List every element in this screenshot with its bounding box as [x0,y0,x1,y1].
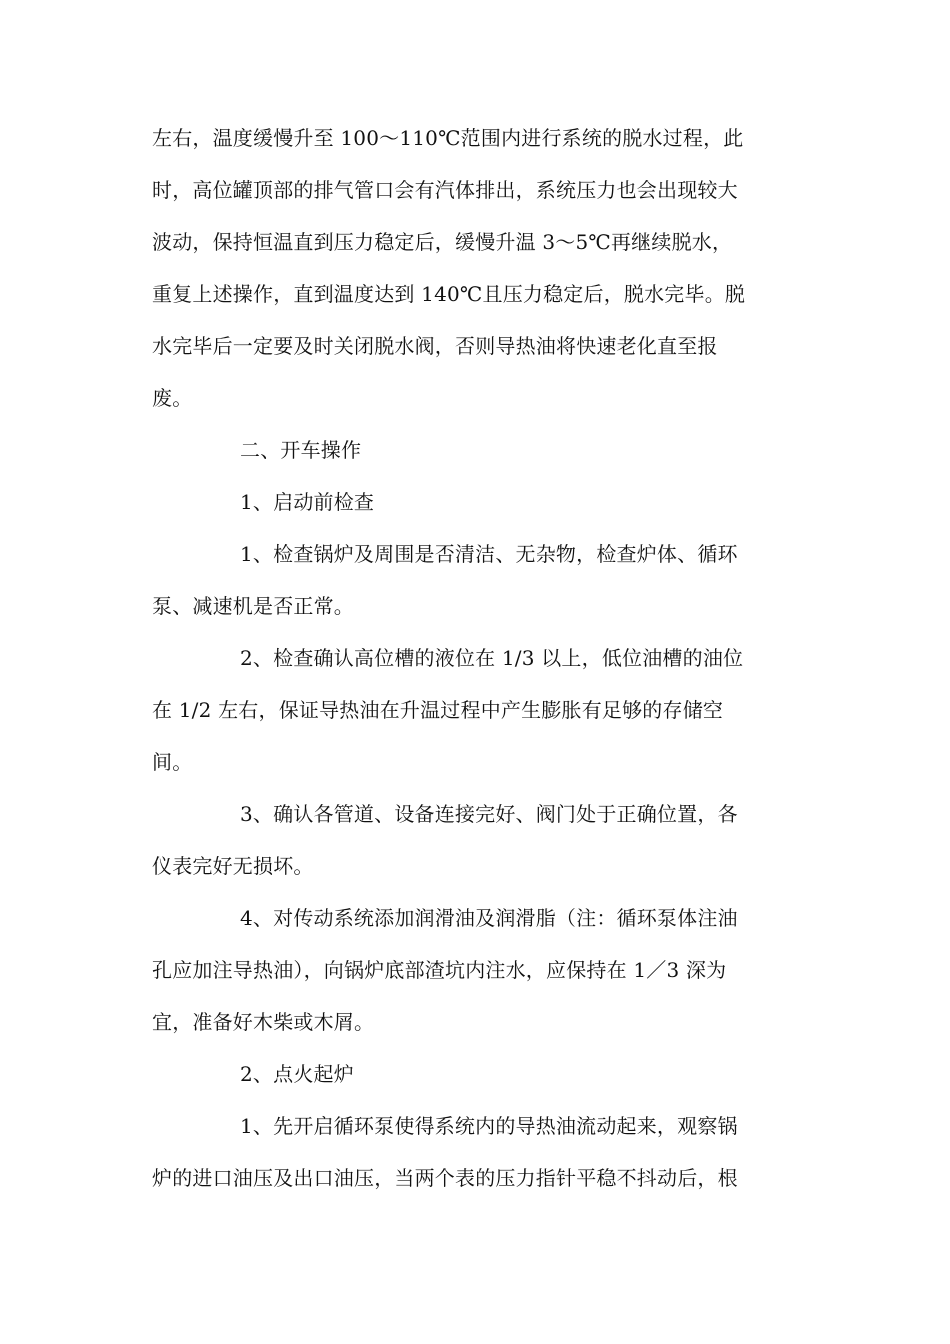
paragraph-line: 宜，准备好木柴或木屑。 [152,1010,375,1034]
paragraph-line: 泵、减速机是否正常。 [152,594,354,618]
paragraph-line: 左右，温度缓慢升至 100～110℃范围内进行系统的脱水过程，此 [152,126,744,150]
paragraph-line: 废。 [152,386,193,410]
paragraph-line: 间。 [152,750,193,774]
paragraph-line: 1、检查锅炉及周围是否清洁、无杂物，检查炉体、循环 [240,542,738,566]
paragraph-line: 时，高位罐顶部的排气管口会有汽体排出，系统压力也会出现较大 [152,178,738,202]
section-heading: 二、开车操作 [240,438,362,462]
paragraph-line: 在 1/2 左右，保证导热油在升温过程中产生膨胀有足够的存储空 [152,698,724,722]
paragraph-line: 2、检查确认高位槽的液位在 1/3 以上，低位油槽的油位 [240,646,744,670]
paragraph-line: 1、先开启循环泵使得系统内的导热油流动起来，观察锅 [240,1114,738,1138]
subsection-heading: 1、启动前检查 [240,490,375,514]
subsection-heading: 2、点火起炉 [240,1062,354,1086]
paragraph-line: 孔应加注导热油），向锅炉底部渣坑内注水，应保持在 1／3 深为 [152,958,727,982]
paragraph-line: 仪表完好无损坏。 [152,854,314,878]
paragraph-line: 水完毕后一定要及时关闭脱水阀，否则导热油将快速老化直至报 [152,334,718,358]
paragraph-line: 炉的进口油压及出口油压，当两个表的压力指针平稳不抖动后，根 [152,1166,738,1190]
paragraph-line: 3、确认各管道、设备连接完好、阀门处于正确位置，各 [240,802,738,826]
paragraph-line: 重复上述操作，直到温度达到 140℃且压力稳定后，脱水完毕。脱 [152,282,746,306]
paragraph-line: 波动，保持恒温直到压力稳定后，缓慢升温 3～5℃再继续脱水， [152,230,733,254]
paragraph-line: 4、对传动系统添加润滑油及润滑脂（注：循环泵体注油 [240,906,738,930]
